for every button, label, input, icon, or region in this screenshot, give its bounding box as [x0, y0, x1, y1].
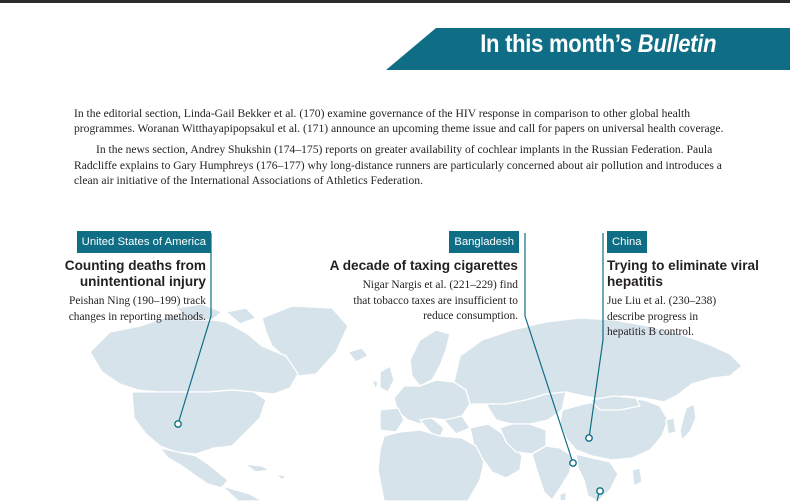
- marker-china: [586, 435, 592, 441]
- connector-china: [589, 233, 603, 438]
- marker-extra: [597, 488, 603, 494]
- page-title: In this month’s Bulletin: [479, 30, 716, 58]
- marker-bangladesh: [570, 460, 576, 466]
- headline-china: Trying to eliminate viral hepatitis: [607, 258, 759, 289]
- country-tag-china: China: [607, 231, 647, 253]
- headline-bangladesh: A decade of taxing cigarettes: [329, 258, 518, 273]
- connector-bangladesh: [525, 233, 573, 463]
- intro-paragraph-1: In the editorial section, Linda-Gail Bekker et al. (170) examine governance of the HIV response in comparison to other global health programmes. Woranan Witthayapipopsakul et al. (171) announce an upcoming theme issue and call for papers on universal health coverage.: [74, 107, 724, 136]
- summary-china: Jue Liu et al. (230–238) describe progress in hepatitis B control.: [607, 295, 717, 338]
- marker-usa: [175, 421, 181, 427]
- intro-paragraph-2: In the news section, Andrey Shukshin (174–175) reports on greater availability of cochlear implants in the Russian Federation. Paula Radcliffe explains to Gary Humphreys (176–177) why long-distance runners are particularly concerned about air pollution and introduces a clean air initiative of the International Associations of Athletics Federation.: [74, 143, 722, 187]
- headline-usa: Counting deaths from unintentional injury: [64, 258, 206, 289]
- summary-usa: Peishan Ning (190–199) track changes in reporting methods.: [68, 295, 206, 323]
- summary-bangladesh: Nigar Nargis et al. (221–229) find that tobacco taxes are insufficient to reduce consumption.: [353, 279, 518, 322]
- country-tag-usa: United States of America: [77, 231, 211, 253]
- country-tag-bangladesh: Bangladesh: [449, 231, 519, 253]
